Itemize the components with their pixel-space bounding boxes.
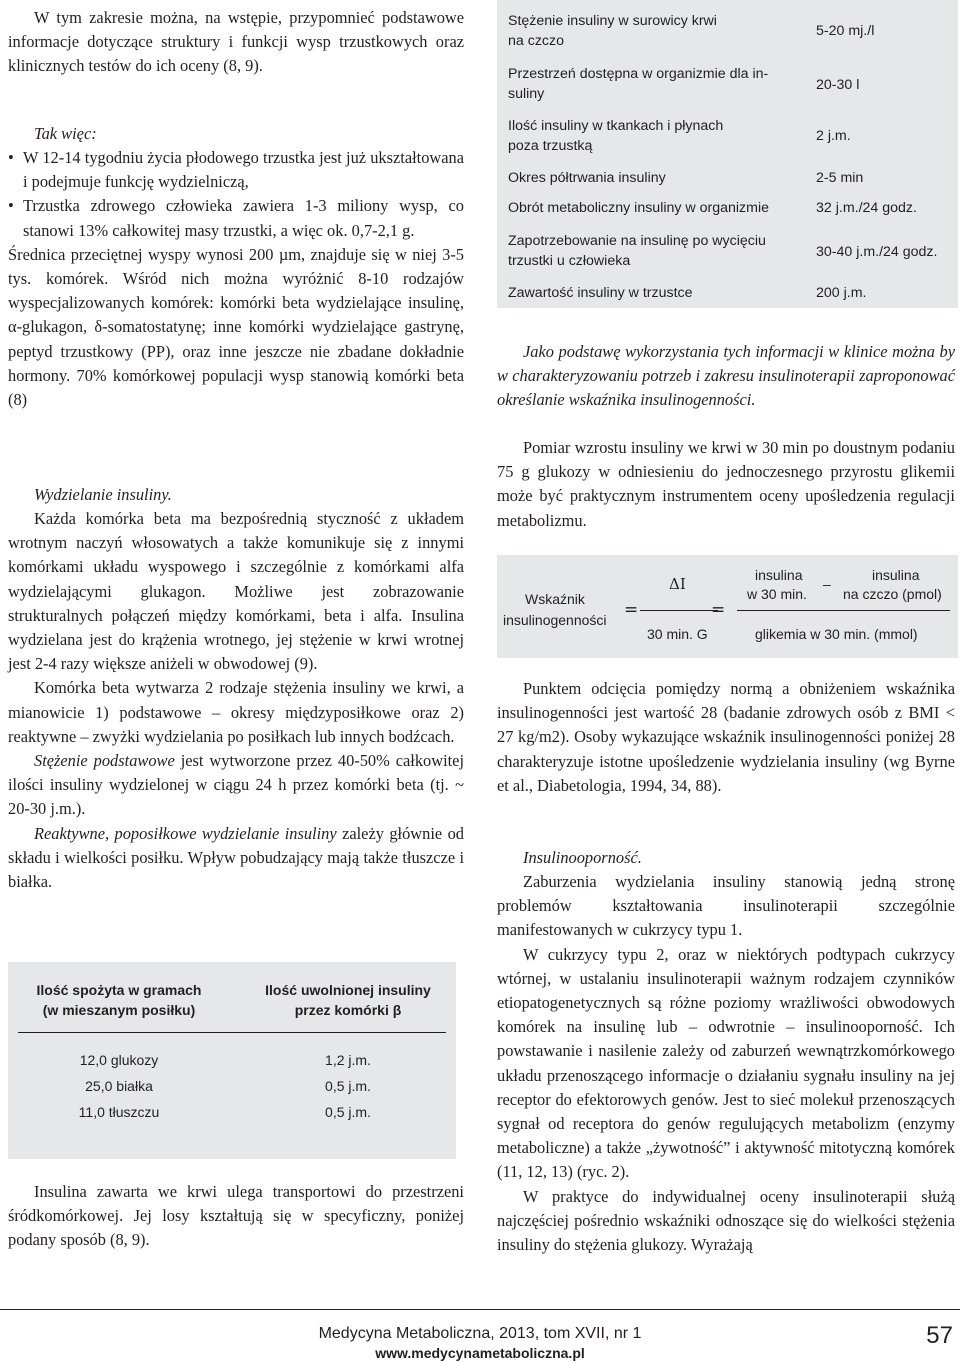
table-row-value: 2 j.m. <box>816 128 851 144</box>
formula-numerator: insulina <box>872 567 920 583</box>
table-row-label: Zawartość insuliny w trzustce <box>508 285 693 301</box>
label-line: poza trzustką <box>508 138 593 154</box>
table-row-label <box>508 11 798 51</box>
bullet-item: • Średnica przeciętnej wyspy wynosi 200 µm, znajduje się w niej 3-5 tys. komórek. Wśród nich można wyróżnić 8-10 rodzajów wyspecjalizowanych komórek: komórki beta wydzielające insulinę, α-glukagon, δ-somatostatynę; inne komórki wydzielające gastrynę, peptyd trzustkowy (PP), oraz inne jeszcze nie zbadane dokładnie hormony. 70% komórkowej populacji wysp stanowią komórki beta (8) <box>0 243 464 412</box>
paragraph: Pomiar wzrostu insuliny we krwi w 30 min po doustnym podaniu 75 g glukozy w odniesieniu do jednoczesnego przyrostu glikemii może być praktycznym instrumentem oceny upośledzenia regulacji metabolizmu. <box>497 438 955 530</box>
page-number: 57 <box>926 1322 953 1349</box>
insulin-facts-table <box>497 0 958 308</box>
label-line: na czczo <box>508 33 564 49</box>
paragraph <box>8 749 464 822</box>
table-row-value: 2-5 min <box>816 170 864 186</box>
table-cell-insulin: 0,5 j.m. <box>325 1104 371 1120</box>
formula-denominator: 30 min. G <box>647 626 708 642</box>
label-line: Zapotrzebowanie na insulinę po wycięciu <box>508 233 766 249</box>
table-row-label <box>508 231 798 271</box>
table-header-insulin <box>248 980 448 1020</box>
formula-label: Wskaźnik <box>525 591 585 607</box>
emphasis: Stężenie podstawowe <box>34 751 175 771</box>
insulinogenic-index-formula <box>497 555 958 658</box>
table-row-label <box>508 64 798 104</box>
emphasis: Reaktywne, poposiłkowe wydzielanie insuliny <box>34 823 337 843</box>
formula-denominator: glikemia w 30 min. (mmol) <box>755 626 918 642</box>
formula-numerator: w 30 min. <box>747 586 807 602</box>
paragraph: Każda komórka beta ma bezpośrednią styczność z układem wrotnym naczyń włosowatych a także komunikuje się z innymi komórkami układu wyspowego i szczególnie z komórkami alfa wydzielającymi glukagon. Możliwe jest zobrazowanie strukturalnych połączeń między komórkami, beta i alfa. Insulina wydzielana jest do krążenia wrotnego, jej stężenie w krwi wrotnej jest 2-4 razy większe aniżeli w obwodowej (9). <box>8 509 464 674</box>
table-row-value: 20-30 l <box>816 77 860 93</box>
table-row-label <box>508 116 798 156</box>
fraction-bar <box>737 610 950 611</box>
footer-divider <box>0 1309 960 1310</box>
delta-i: ΔI <box>669 575 686 593</box>
table-row-label: Okres półtrwania insuliny <box>508 170 666 186</box>
paragraph-text: jest wytworzone przez 40-50% całkowitej ilości insuliny wydzielonej w ciągu 24 h przez komórki beta (tj. ~ 20-30 j.m.). <box>8 751 465 819</box>
insulin-resistance-text <box>497 870 955 1257</box>
label-line: Ilość insuliny w tkankach i płynach <box>508 118 724 134</box>
table-divider <box>18 1032 446 1033</box>
paragraph-text: zależy głównie od składu i wielkości posiłku. Wpływ pobudzający mają także tłuszcze i białka. <box>8 823 465 892</box>
minus-sign: – <box>823 576 831 592</box>
intro-paragraph: W tym zakresie można, na wstępie, przypomnieć podstawowe informacje dotyczące struktury i funkcji wysp trzustkowych oraz klinicznych testów do ich oceny (8, 9). <box>8 8 464 76</box>
section-heading-tak-wiec: Tak więc: <box>34 124 97 143</box>
bullet-item: • Trzustka zdrowego człowieka zawiera 1-3 miliony wysp, co stanowi 13% całkowitej masy trzustki, a więc ok. 0,7-2,1 g. <box>8 194 464 242</box>
bullet-list <box>8 146 464 412</box>
table-row-value: 5-20 mj./l <box>816 23 875 39</box>
section-heading-wydzielanie: Wydzielanie insuliny. <box>34 485 172 504</box>
formula-label: insulinogenności <box>503 612 607 628</box>
journal-url[interactable]: www.medycynametaboliczna.pl <box>375 1345 585 1361</box>
header-line: przez komórki β <box>294 1002 402 1018</box>
paragraph: Zaburzenia wydzielania insuliny stanowią jedną stronę problemów kształtowania insulinoterapii szczególnie manifestowanych w cukrzycy typu 1. <box>497 872 955 940</box>
equals-sign: = <box>711 600 726 620</box>
equals-sign: = <box>624 600 639 620</box>
header-line: Ilość uwolnionej insuliny <box>265 982 431 998</box>
table-row-label: Obrót metaboliczny insuliny w organizmie <box>508 200 770 216</box>
table-cell-food: 11,0 tłuszczu <box>78 1104 160 1120</box>
fraction-bar <box>640 610 718 611</box>
table-cell-insulin: 1,2 j.m. <box>325 1052 371 1068</box>
table-row-value: 200 j.m. <box>816 285 867 301</box>
label-line: Stężenie insuliny w surowicy krwi <box>508 13 717 29</box>
section-heading-insulinoopornosc: Insulinooporność. <box>523 848 642 867</box>
label-line: suliny <box>508 86 545 102</box>
label-line: trzustki u człowieka <box>508 253 631 269</box>
paragraph: W praktyce do indywidualnej oceny insulinoterapii służą najczęściej pośrednio wskaźniki odnoszące się do wielkości stężenia insuliny do stężenia glukozy. Wyrażają <box>497 1186 955 1255</box>
paragraph-italic: Jako podstawę wykorzystania tych informacji w klinice można by w charakteryzowaniu potrzeb i zakresu insulinoterapii zaproponować określanie wskaźnika insulinogenności. <box>497 342 955 410</box>
table-cell-insulin: 0,5 j.m. <box>325 1078 371 1094</box>
header-line: Ilość spożyta w gramach <box>36 982 202 998</box>
formula-numerator: insulina <box>755 567 803 583</box>
insulin-release-table <box>8 962 456 1159</box>
transport-paragraph: Insulina zawarta we krwi ulega transportowi do przestrzeni śródkomórkowej. Jej losy kształtują się w specyficzny, poniżej podany sposób (8, 9). <box>8 1182 464 1250</box>
paragraph: Komórka beta wytwarza 2 rodzaje stężenia insuliny we krwi, a mianowicie 1) podstawowe – okresy międzyposiłkowe oraz 2) reaktywne – zwyżki wydzielania po posiłkach lub innych bodźcach. <box>8 678 464 746</box>
table-cell-food: 12,0 glukozy <box>79 1052 159 1068</box>
table-header-food <box>24 980 214 1020</box>
secretion-text <box>8 507 464 894</box>
journal-citation: Medycyna Metaboliczna, 2013, tom XVII, nr 1 <box>318 1325 642 1342</box>
label-line: Przestrzeń dostępna w organizmie dla in- <box>508 66 769 82</box>
paragraph <box>8 822 464 895</box>
table-cell-food: 25,0 białka <box>85 1078 153 1094</box>
formula-numerator: na czczo (pmol) <box>843 586 942 602</box>
table-row-value: 32 j.m./24 godz. <box>816 200 917 216</box>
bullet-item: • W 12-14 tygodniu życia płodowego trzustka jest już ukształtowana i podejmuje funkcję wydzielniczą, <box>8 146 464 194</box>
header-line: (w mieszanym posiłku) <box>42 1002 196 1018</box>
paragraph: Punktem odcięcia pomiędzy normą a obniżeniem wskaźnika insulinogenności jest wartość 28 (badanie zdrowych osób z BMI < 27 kg/m2). Osoby wykazujące wskaźnik insulinogenności poniżej 28 charakteryzuje istotne upośledzenie wydzielania insuliny (wg Byrne et al., Diabetologia, 1994, 34, 88). <box>497 679 955 795</box>
paragraph: W cukrzycy typu 2, oraz w niektórych podtypach cukrzycy wtórnej, w ustalaniu insulinoterapii ważnym rodzajem czynników etiopatogenetycznych są różne poziomy wrażliwości obwodowych komórek na insulinę lub – odwrotnie – insulinooporność. Ich powstawanie i nasilenie zależy od zaburzeń wewnątrzkomórkowego układu przenoszącego informacje o działaniu sygnału insuliny na jej receptor do efektorowych genów. Jest to sieć molekuł przenoszących sygnał od receptora do genów regulujących metabolizm (enzymy metaboliczne) a także „żywotność” i aktywność mitotyczną komórek (11, 12, 13) (ryc. 2). <box>497 944 955 1182</box>
table-row-value: 30-40 j.m./24 godz. <box>816 244 938 260</box>
